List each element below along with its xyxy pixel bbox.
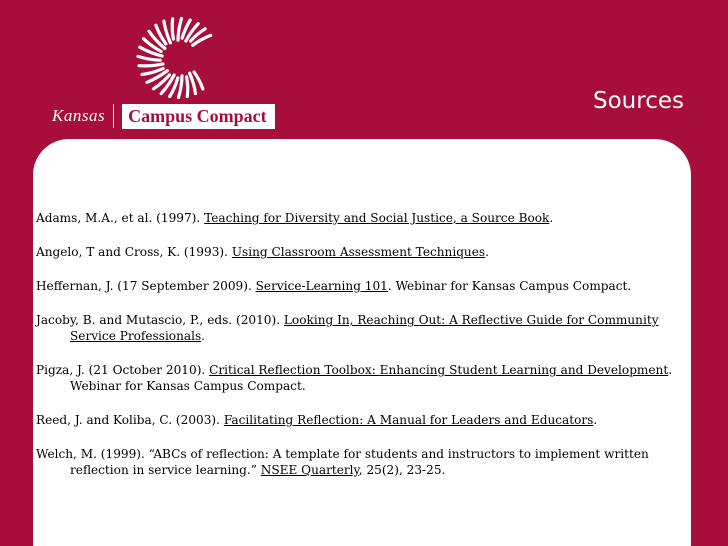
- brand-divider: [113, 104, 114, 128]
- reference-item: [36, 278, 696, 294]
- brand-logo: [52, 103, 275, 129]
- slide-title: Sources: [593, 88, 684, 114]
- reference-details: .: [485, 245, 489, 259]
- logo-ray: [164, 21, 171, 43]
- reference-title: Teaching for Diversity and Social Justice, a Source Book: [204, 211, 550, 225]
- reference-authors: Welch, M. (1999). “ABCs of reflection: A template for students and instructors to implement written reflection in service learning.”: [36, 447, 649, 477]
- brand-kansas-text: Kansas: [52, 106, 106, 125]
- reference-title: Looking In, Reaching Out: A Reflective Guide for Community Service Professionals: [70, 313, 659, 343]
- reference-details: .: [201, 329, 206, 343]
- logo-ray: [142, 69, 163, 75]
- reference-authors: Adams, M.A., et al. (1997).: [36, 211, 205, 225]
- reference-details: . Webinar for Kansas Campus Compact.: [70, 363, 673, 393]
- reference-item: [36, 446, 696, 478]
- references-list: [36, 210, 696, 496]
- reference-item: [36, 210, 696, 226]
- reference-authors: Angelo, T and Cross, K. (1993).: [36, 245, 232, 259]
- reference-authors: Heffernan, J. (17 September 2009).: [36, 279, 256, 293]
- reference-title: NSEE Quarterly: [260, 463, 359, 477]
- reference-title: Using Classroom Assessment Techniques: [231, 245, 486, 259]
- reference-title: Critical Reflection Toolbox: Enhancing Student Learning and Development: [209, 363, 669, 377]
- reference-details: .: [549, 211, 554, 225]
- reference-item: [36, 312, 696, 344]
- reference-authors: Pigza, J. (21 October 2010).: [36, 363, 210, 377]
- reference-item: [36, 244, 696, 260]
- reference-title: Service-Learning 101: [255, 279, 388, 293]
- logo-ray: [187, 77, 188, 97]
- logo-ray: [138, 56, 160, 60]
- logo-ray: [172, 19, 173, 39]
- reference-authors: Reed, J. and Koliba, C. (2003).: [36, 413, 224, 427]
- brand-campus-compact-text: Campus Compact: [122, 104, 275, 129]
- logo-ray: [190, 73, 196, 93]
- reference-title: Facilitating Reflection: A Manual for Leaders and Educators: [223, 413, 594, 427]
- reference-details: , 25(2), 23-25.: [358, 463, 446, 477]
- logo-ray: [139, 64, 163, 66]
- reference-item: [36, 412, 696, 428]
- reference-details: . Webinar for Kansas Campus Compact.: [387, 279, 632, 293]
- reference-item: [36, 362, 696, 394]
- campus-compact-logo-icon: [130, 10, 230, 105]
- reference-authors: Jacoby, B. and Mutascio, P., eds. (2010).: [36, 313, 284, 327]
- reference-details: .: [593, 413, 598, 427]
